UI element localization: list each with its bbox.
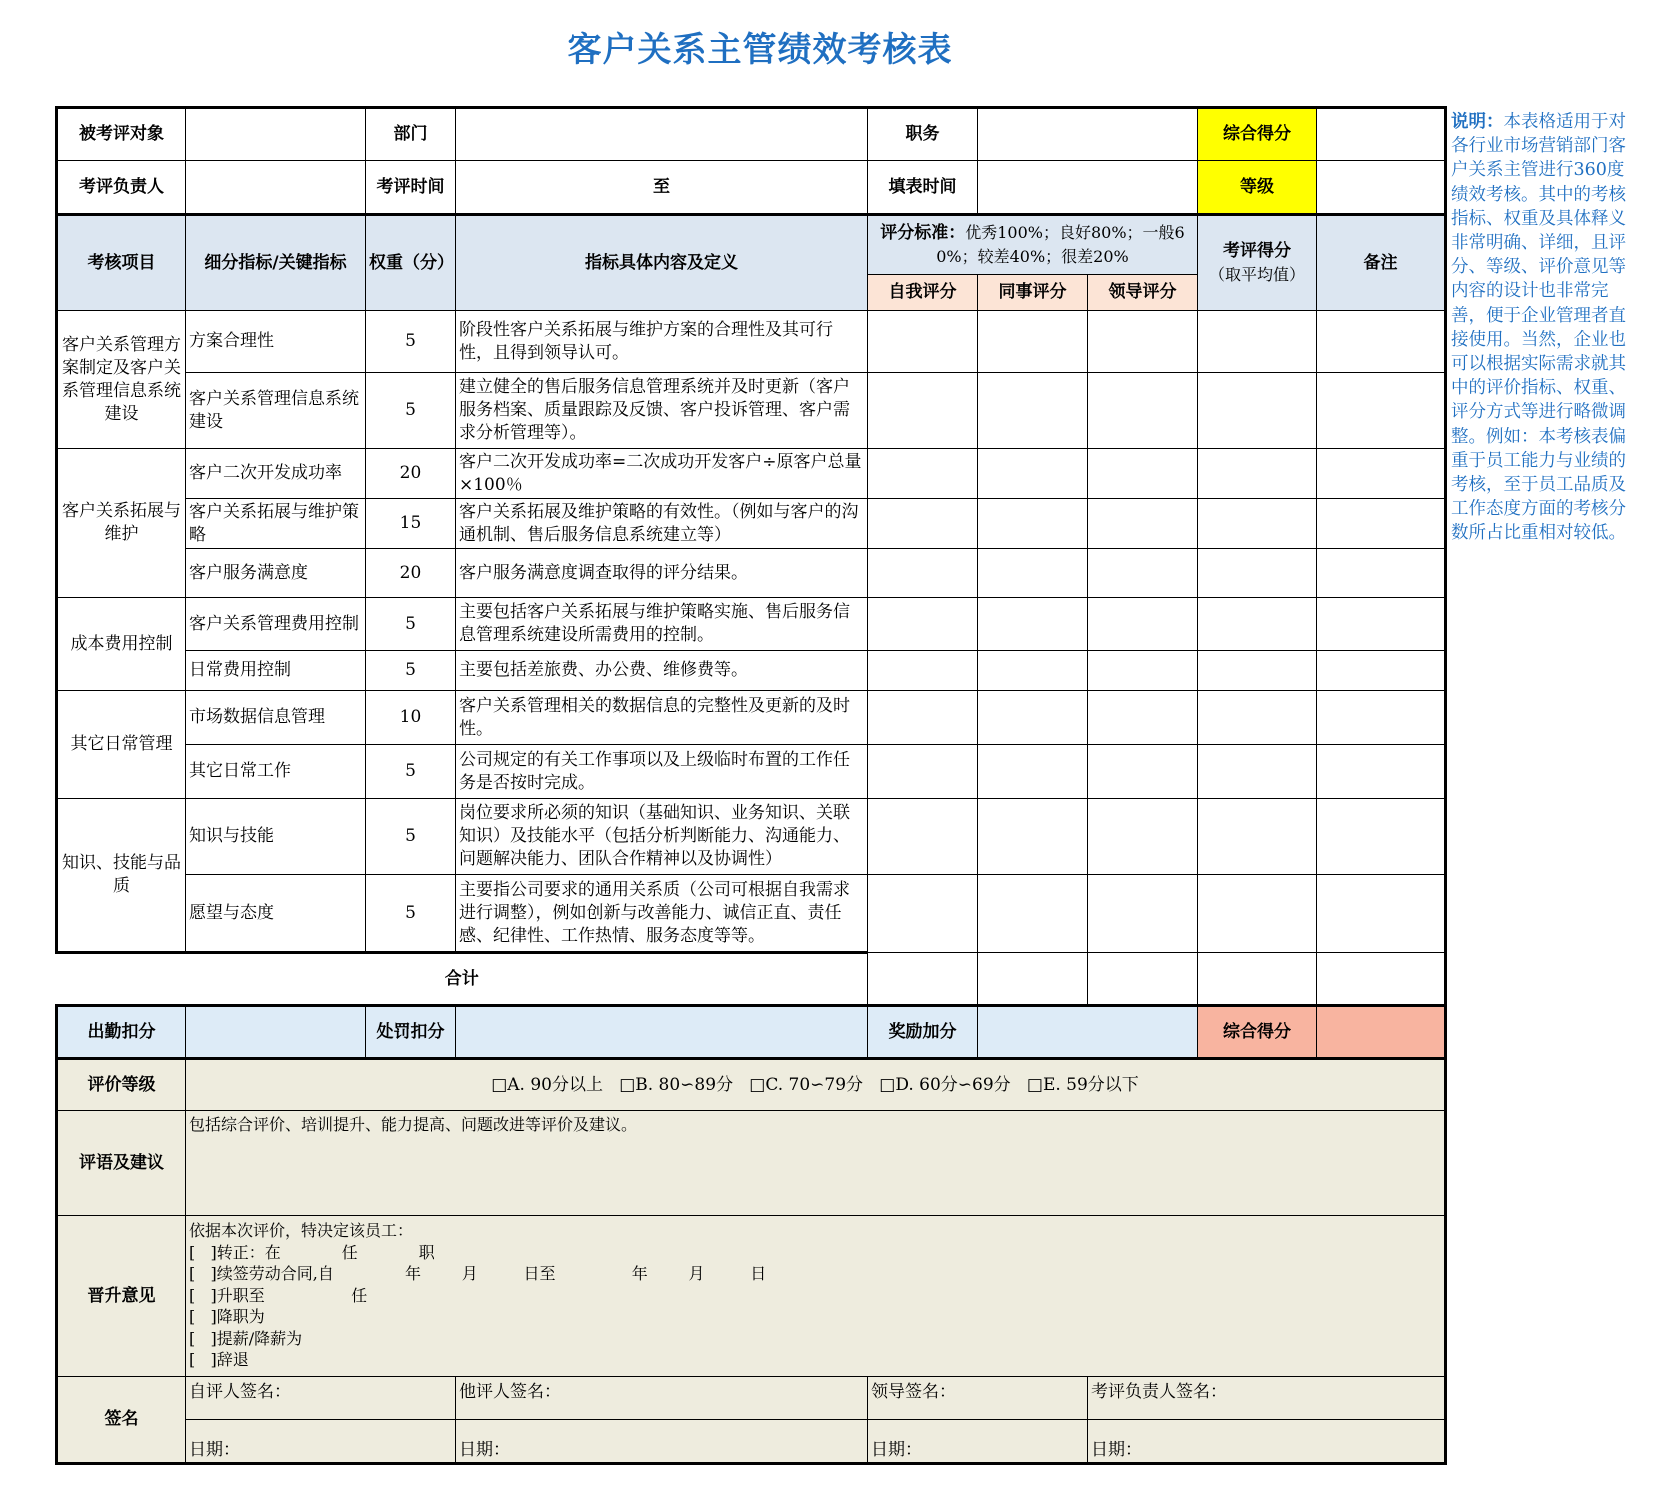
remark-input[interactable] (1317, 651, 1446, 691)
weight-value: 5 (366, 745, 456, 799)
indicator-definition-text: 岗位要求所必须的知识（基础知识、业务知识、关联知识）及技能水平（包括分析判断能力、沟通能力、问题解决能力、团队合作精神以及协调性） (459, 803, 850, 869)
weight-value: 20 (366, 549, 456, 598)
self-sign-date[interactable]: 日期： (186, 1420, 456, 1464)
comment-area[interactable]: 包括综合评价、培训提升、能力提高、问题改进等评价及建议。 (186, 1111, 1446, 1216)
comment-label: 评语及建议 (57, 1111, 186, 1216)
sub-indicator: 愿望与态度 (186, 875, 366, 953)
reviewer-label: 考评负责人 (57, 161, 186, 215)
attendance-label: 出勤扣分 (57, 1006, 186, 1059)
self-score-input[interactable] (868, 691, 978, 745)
dept-input[interactable] (456, 108, 868, 161)
penalty-input[interactable] (456, 1006, 868, 1059)
sub-indicator: 客户关系管理信息系统建设 (186, 373, 366, 449)
indicator-definition: 阶段性客户关系拓展与维护方案的合理性及其可行性，且得到领导认可。 (456, 311, 868, 373)
average-score-input[interactable] (1198, 449, 1317, 499)
penalty-label: 处罚扣分 (366, 1006, 456, 1059)
self-score-input[interactable] (868, 651, 978, 691)
sub-indicator: 客户关系拓展与维护策略 (186, 499, 366, 549)
group-name: 成本费用控制 (57, 598, 186, 691)
weight-value: 5 (366, 875, 456, 953)
header-self: 自我评分 (868, 275, 978, 311)
total-peer-score[interactable] (978, 953, 1088, 1006)
header-score-sub: （取平均值） (1208, 265, 1305, 284)
reward-label: 奖励加分 (868, 1006, 978, 1059)
leader-score-input[interactable] (1088, 549, 1198, 598)
sub-indicator: 日常费用控制 (186, 651, 366, 691)
remark-input[interactable] (1317, 499, 1446, 549)
group-name: 客户关系拓展与维护 (57, 449, 186, 598)
page-title: 客户关系主管绩效考核表 (567, 30, 953, 70)
remark-input[interactable] (1317, 373, 1446, 449)
leader-signature[interactable]: 领导签名： (868, 1377, 1088, 1420)
average-score-input[interactable] (1198, 875, 1317, 953)
header-peer: 同事评分 (978, 275, 1088, 311)
indicator-definition: 客户服务满意度调查取得的评分结果。 (456, 549, 868, 598)
group-name: 客户关系管理方案制定及客户关系管理信息系统建设 (57, 311, 186, 449)
promotion-line: [ ]辞退 (189, 1350, 249, 1369)
time-label: 考评时间 (366, 161, 456, 215)
remark-input[interactable] (1317, 449, 1446, 499)
average-score-input[interactable] (1198, 373, 1317, 449)
indicator-definition (456, 875, 868, 953)
average-score-input[interactable] (1198, 799, 1317, 875)
header-content: 指标具体内容及定义 (456, 215, 868, 311)
promotion-line: [ ]续签劳动合同,自 年 月 日至 年 月 日 (189, 1264, 767, 1283)
leader-score-input[interactable] (1088, 651, 1198, 691)
indicator-definition: 主要包括差旅费、办公费、维修费等。 (456, 651, 868, 691)
weight-value: 20 (366, 449, 456, 499)
sub-indicator: 客户二次开发成功率 (186, 449, 366, 499)
grade-label: 等级 (1198, 161, 1317, 215)
sub-indicator: 客户关系管理费用控制 (186, 598, 366, 651)
reward-input[interactable] (978, 1006, 1198, 1059)
header-leader: 领导评分 (1088, 275, 1198, 311)
leader-score-input[interactable] (1088, 449, 1198, 499)
leader-score-input[interactable] (1088, 691, 1198, 745)
appraisal-table (55, 106, 1447, 1465)
total-remark[interactable] (1317, 953, 1446, 1006)
leader-score-input[interactable] (1088, 745, 1198, 799)
remark-input[interactable] (1317, 875, 1446, 953)
peer-score-input[interactable] (978, 875, 1088, 953)
header-weight: 权重（分） (366, 215, 456, 311)
criteria-cell (868, 215, 1198, 275)
indicator-definition: 客户二次开发成功率=二次成功开发客户÷原客户总量×100％ (456, 449, 868, 499)
sub-indicator: 市场数据信息管理 (186, 691, 366, 745)
leader-score-input[interactable] (1088, 799, 1198, 875)
other-sign-date[interactable]: 日期： (456, 1420, 868, 1464)
self-signature[interactable]: 自评人签名： (186, 1377, 456, 1420)
average-score-input[interactable] (1198, 745, 1317, 799)
target-input[interactable] (186, 108, 366, 161)
average-score-input[interactable] (1198, 598, 1317, 651)
self-score-input[interactable] (868, 598, 978, 651)
peer-score-input[interactable] (978, 745, 1088, 799)
sub-indicator: 客户服务满意度 (186, 549, 366, 598)
remark-input[interactable] (1317, 549, 1446, 598)
promotion-line: [ ]降职为 (189, 1307, 265, 1326)
reviewer-signature[interactable]: 考评负责人签名： (1088, 1377, 1446, 1420)
leader-score-input[interactable] (1088, 311, 1198, 373)
group-name: 其它日常管理 (57, 691, 186, 799)
total-average-score[interactable] (1198, 953, 1317, 1006)
indicator-definition: 公司规定的有关工作事项以及上级临时布置的工作任务是否按时完成。 (456, 745, 868, 799)
weight-value: 5 (366, 373, 456, 449)
position-input[interactable] (978, 108, 1198, 161)
fill-time-input[interactable] (978, 161, 1198, 215)
peer-score-input[interactable] (978, 651, 1088, 691)
weight-value: 15 (366, 499, 456, 549)
indicator-definition: 主要包括客户关系拓展与维护策略实施、售后服务信息管理系统建设所需费用的控制。 (456, 598, 868, 651)
grade-row-label: 评价等级 (57, 1059, 186, 1111)
leader-score-input[interactable] (1088, 598, 1198, 651)
indicator-definition (456, 799, 868, 875)
total-score-input[interactable] (1317, 108, 1446, 161)
weight-value: 10 (366, 691, 456, 745)
target-label: 被考评对象 (57, 108, 186, 161)
appraisal-sheet (55, 106, 1444, 1465)
dept-label: 部门 (366, 108, 456, 161)
weight-value: 5 (366, 598, 456, 651)
final-score-input[interactable] (1317, 1006, 1446, 1059)
sub-indicator: 方案合理性 (186, 311, 366, 373)
promotion-area[interactable] (186, 1216, 1446, 1377)
header-score (1198, 215, 1317, 311)
header-sub: 细分指标/关键指标 (186, 215, 366, 311)
leader-score-input[interactable] (1088, 373, 1198, 449)
fill-time-label: 填表时间 (868, 161, 978, 215)
promotion-line: 依据本次评价，特决定该员工： (189, 1221, 414, 1240)
usage-note-text: 本表格适用于对各行业市场营销部门客户关系主管进行360度绩效考核。其中的考核指标、权重及具体释义非常明确、详细，且评分、等级、评价意见等内容的设计也非常完善，便于企业管理者直接使用。当然，企业也可以根据实际需求就其中的评价指标、权重、评分方式等进行略微调整。例如：本考核表偏重于员工能力与业绩的考核，至于员工品质及工作态度方面的考核分数所占比重相对较低。 (1451, 112, 1626, 544)
time-range[interactable]: 至 (456, 161, 868, 215)
signature-label: 签名 (57, 1377, 186, 1464)
peer-score-input[interactable] (978, 691, 1088, 745)
indicator-definition: 客户关系拓展及维护策略的有效性。（例如与客户的沟通机制、售后服务信息系统建立等） (456, 499, 868, 549)
peer-score-input[interactable] (978, 311, 1088, 373)
leader-sign-date[interactable]: 日期： (868, 1420, 1088, 1464)
peer-score-input[interactable] (978, 373, 1088, 449)
reviewer-sign-date[interactable]: 日期： (1088, 1420, 1446, 1464)
average-score-input[interactable] (1198, 499, 1317, 549)
leader-score-input[interactable] (1088, 875, 1198, 953)
total-leader-score[interactable] (1088, 953, 1198, 1006)
weight-value: 5 (366, 799, 456, 875)
remark-input[interactable] (1317, 745, 1446, 799)
self-score-input[interactable] (868, 373, 978, 449)
self-score-input[interactable] (868, 549, 978, 598)
header-score-title: 考评得分 (1223, 241, 1291, 261)
remark-input[interactable] (1317, 598, 1446, 651)
header-remark: 备注 (1317, 215, 1446, 311)
peer-score-input[interactable] (978, 549, 1088, 598)
average-score-input[interactable] (1198, 311, 1317, 373)
peer-score-input[interactable] (978, 598, 1088, 651)
remark-input[interactable] (1317, 799, 1446, 875)
group-name: 知识、技能与品质 (57, 799, 186, 953)
promotion-line: [ ]提薪/降薪为 (189, 1328, 303, 1348)
sub-indicator: 知识与技能 (186, 799, 366, 875)
promotion-line: [ ]转正：在 任 职 (189, 1242, 435, 1262)
usage-note (1451, 110, 1641, 546)
self-score-input[interactable] (868, 799, 978, 875)
remark-input[interactable] (1317, 311, 1446, 373)
total-score-label: 综合得分 (1198, 108, 1317, 161)
sub-indicator: 其它日常工作 (186, 745, 366, 799)
weight-value: 5 (366, 651, 456, 691)
final-score-label: 综合得分 (1198, 1006, 1317, 1059)
criteria-text: 优秀100%；良好80%；一般60%；较差40%；很差20% (936, 223, 1185, 266)
usage-note-label: 说明： (1451, 112, 1504, 132)
self-score-input[interactable] (868, 449, 978, 499)
criteria-label: 评分标准： (880, 223, 966, 243)
self-score-input[interactable] (868, 875, 978, 953)
weight-value: 5 (366, 311, 456, 373)
indicator-definition: 客户关系管理相关的数据信息的完整性及更新的及时性。 (456, 691, 868, 745)
position-label: 职务 (868, 108, 978, 161)
grade-options[interactable]: □A. 90分以上 □B. 80∽89分 □C. 70∽79分 □D. 60分∽69分 □E. 59分以下 (186, 1059, 1446, 1111)
peer-score-input[interactable] (978, 499, 1088, 549)
average-score-input[interactable] (1198, 691, 1317, 745)
indicator-definition-text: 主要指公司要求的通用关系质（公司可根据自我需求进行调整），例如创新与改善能力、诚信正直、责任感、纪律性、工作热情、服务态度等等。 (459, 879, 850, 946)
attendance-input[interactable] (186, 1006, 366, 1059)
grade-input[interactable] (1317, 161, 1446, 215)
self-score-input[interactable] (868, 745, 978, 799)
indicator-definition: 建立健全的售后服务信息管理系统并及时更新（客户服务档案、质量跟踪及反馈、客户投诉管理、客户需求分析管理等）。 (456, 373, 868, 449)
remark-input[interactable] (1317, 691, 1446, 745)
total-self-score[interactable] (868, 953, 978, 1006)
peer-score-input[interactable] (978, 799, 1088, 875)
promotion-label: 晋升意见 (57, 1216, 186, 1377)
peer-score-input[interactable] (978, 449, 1088, 499)
promotion-line: [ ]升职至 任 (189, 1285, 368, 1305)
leader-score-input[interactable] (1088, 499, 1198, 549)
header-item: 考核项目 (57, 215, 186, 311)
self-score-input[interactable] (868, 499, 978, 549)
total-label: 合计 (57, 953, 868, 1006)
self-score-input[interactable] (868, 311, 978, 373)
average-score-input[interactable] (1198, 651, 1317, 691)
reviewer-input[interactable] (186, 161, 366, 215)
other-signature[interactable]: 他评人签名： (456, 1377, 868, 1420)
average-score-input[interactable] (1198, 549, 1317, 598)
